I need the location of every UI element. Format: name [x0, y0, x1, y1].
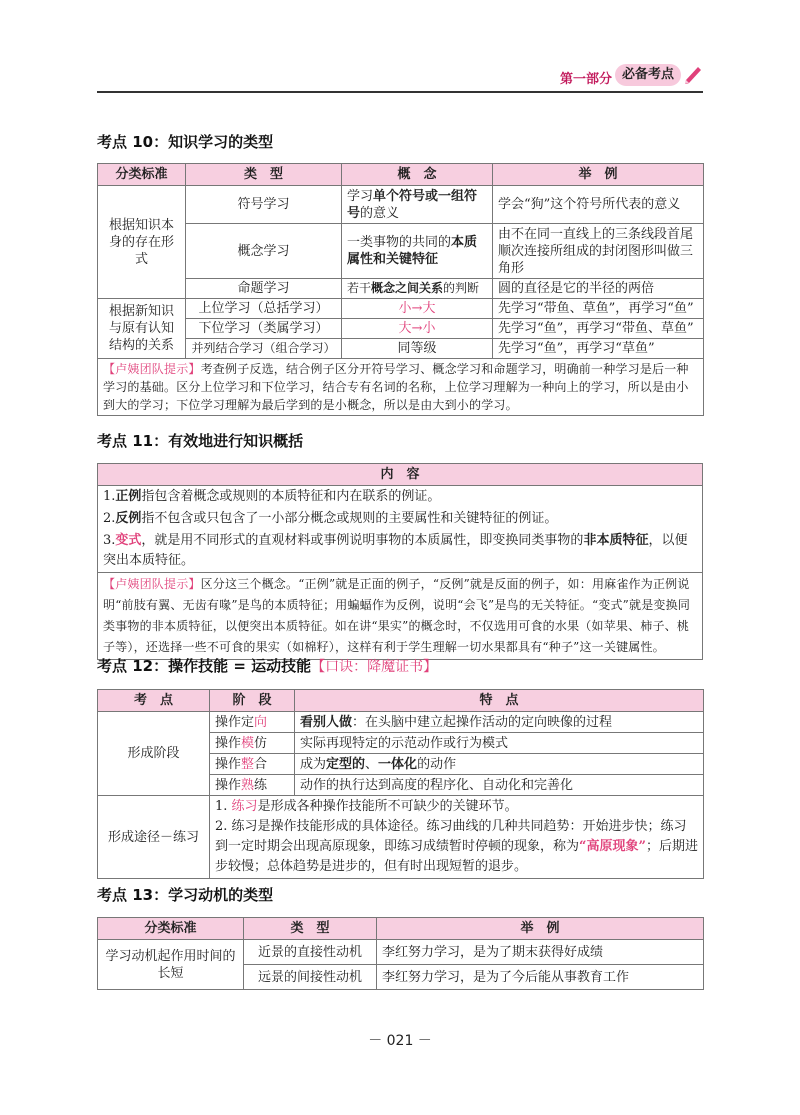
generalization-table	[97, 463, 703, 660]
motivation-table	[97, 917, 704, 990]
example-cell: 由不在同一直线上的三条线段首尾顺次连接所组成的封闭图形叫做三角形	[493, 224, 704, 279]
type-cell: 下位学习（类属学习）	[186, 319, 342, 339]
example-cell: 先学习“鱼”，再学习“草鱼”	[493, 339, 704, 359]
type-cell: 近景的直接性动机	[244, 940, 377, 965]
col-header: 考 点	[98, 690, 210, 712]
col-header: 类 型	[186, 164, 342, 186]
col-header: 阶 段	[210, 690, 295, 712]
example-cell: 圆的直径是它的半径的两倍	[493, 279, 704, 299]
col-header: 概 念	[342, 164, 493, 186]
part-label: 第一部分	[560, 72, 613, 87]
feature-cell: 实际再现特定的示范动作或行为模式	[295, 733, 704, 754]
group-cell: 形成阶段	[98, 712, 210, 796]
concept-cell: 小→大	[342, 299, 493, 319]
section-title-k10: 考点 10：知识学习的类型	[97, 133, 274, 151]
example-cell: 李红努力学习，是为了今后能从事教育工作	[377, 965, 704, 990]
col-header: 分类标准	[98, 164, 186, 186]
type-cell: 上位学习（总括学习）	[186, 299, 342, 319]
concept-cell: 一类事物的共同的本质属性和关键特征	[342, 224, 493, 279]
section-title-k12: 考点 12：操作技能 = 运动技能【口诀：降魔证书】	[97, 657, 438, 675]
type-cell: 概念学习	[186, 224, 342, 279]
col-header: 内 容	[98, 464, 703, 486]
practice-cell: 1. 练习是形成各种操作技能所不可缺少的关键环节。 2. 练习是操作技能形成的具体途径。练习曲线的几种共同趋势：开始进步快；练习到一定时期会出现高原现象，即练习成绩暂时停顿的现象，称为“高原现象”；后期进步较慢；总体趋势是进步的，但有时出现短暂的退步。	[210, 796, 704, 879]
type-cell: 符号学习	[186, 186, 342, 224]
col-header: 特 点	[295, 690, 704, 712]
group-cell: 形成途径－练习	[98, 796, 210, 879]
list-item: 2.反例指不包含或只包含了一小部分概念或规则的主要属性和关键特征的例证。	[98, 508, 703, 530]
tip-note: 【卢姨团队提示】考查例子反选，结合例子区分开符号学习、概念学习和命题学习，明确前一种学习是后一种学习的基础。区分上位学习和下位学习，结合专有名词的名称，上位学习理解为一种向上的学习，所以是由小到大的学习；下位学习理解为最后学到的是小概念，所以是由大到小的学习。	[98, 359, 704, 416]
example-cell: 先学习“鱼”，再学习“带鱼、草鱼”	[493, 319, 704, 339]
col-header: 举 例	[377, 918, 704, 940]
example-cell: 先学习“带鱼、草鱼”，再学习“鱼”	[493, 299, 704, 319]
pencil-icon	[683, 64, 703, 86]
mnemonic: 【口诀：降魔证书】	[311, 659, 438, 675]
concept-cell: 大→小	[342, 319, 493, 339]
stage-cell: 操作整合	[210, 754, 295, 775]
section-badge: 必备考点	[615, 64, 681, 86]
example-cell: 学会“狗”这个符号所代表的意义	[493, 186, 704, 224]
feature-cell: 成为定型的、一体化的动作	[295, 754, 704, 775]
tip-note: 【卢姨团队提示】区分这三个概念。“正例”就是正面的例子，“反例”就是反面的例子，如：用麻雀作为正例说明“前肢有翼、无齿有喙”是鸟的本质特征；用蝙蝠作为反例，说明“会飞”是鸟的无关特征。“变式”就是变换同类事物的非本质特征，以便突出本质特征。如在讲“果实”的概念时，不仅选用可食的水果（如苹果、柿子、桃子等），还选择一些不可食的果实（如棉籽），这样有利于学生理解一切水果都具有“种子”这一关键属性。	[98, 573, 703, 660]
concept-cell: 学习单个符号或一组符号的意义	[342, 186, 493, 224]
section-title-k13: 考点 13：学习动机的类型	[97, 886, 274, 904]
list-item: 1.正例指包含着概念或规则的本质特征和内在联系的例证。	[98, 486, 703, 509]
motor-skill-table	[97, 689, 704, 879]
concept-cell: 若干概念之间关系的判断	[342, 279, 493, 299]
col-header: 分类标准	[98, 918, 244, 940]
stage-cell: 操作定向	[210, 712, 295, 733]
header-rule	[97, 91, 703, 93]
stage-cell: 操作模仿	[210, 733, 295, 754]
col-header: 类 型	[244, 918, 377, 940]
group-cell: 根据知识本身的存在形式	[98, 186, 186, 299]
section-title-k11: 考点 11：有效地进行知识概括	[97, 432, 304, 450]
list-item: 3.变式，就是用不同形式的直观材料或事例说明事物的本质属性，即变换同类事物的非本质特征，以便突出本质特征。	[98, 530, 703, 573]
knowledge-types-table	[97, 163, 704, 416]
concept-cell: 同等级	[342, 339, 493, 359]
feature-cell: 动作的执行达到高度的程序化、自动化和完善化	[295, 775, 704, 796]
group-cell: 根据新知识与原有认知结构的关系	[98, 299, 186, 359]
feature-cell: 看别人做：在头脑中建立起操作活动的定向映像的过程	[295, 712, 704, 733]
stage-cell: 操作熟练	[210, 775, 295, 796]
col-header: 举 例	[493, 164, 704, 186]
example-cell: 李红努力学习，是为了期末获得好成绩	[377, 940, 704, 965]
type-cell: 命题学习	[186, 279, 342, 299]
type-cell: 并列结合学习（组合学习）	[186, 339, 342, 359]
page-number: － 021 －	[368, 1033, 432, 1049]
group-cell: 学习动机起作用时间的长短	[98, 940, 244, 990]
type-cell: 远景的间接性动机	[244, 965, 377, 990]
